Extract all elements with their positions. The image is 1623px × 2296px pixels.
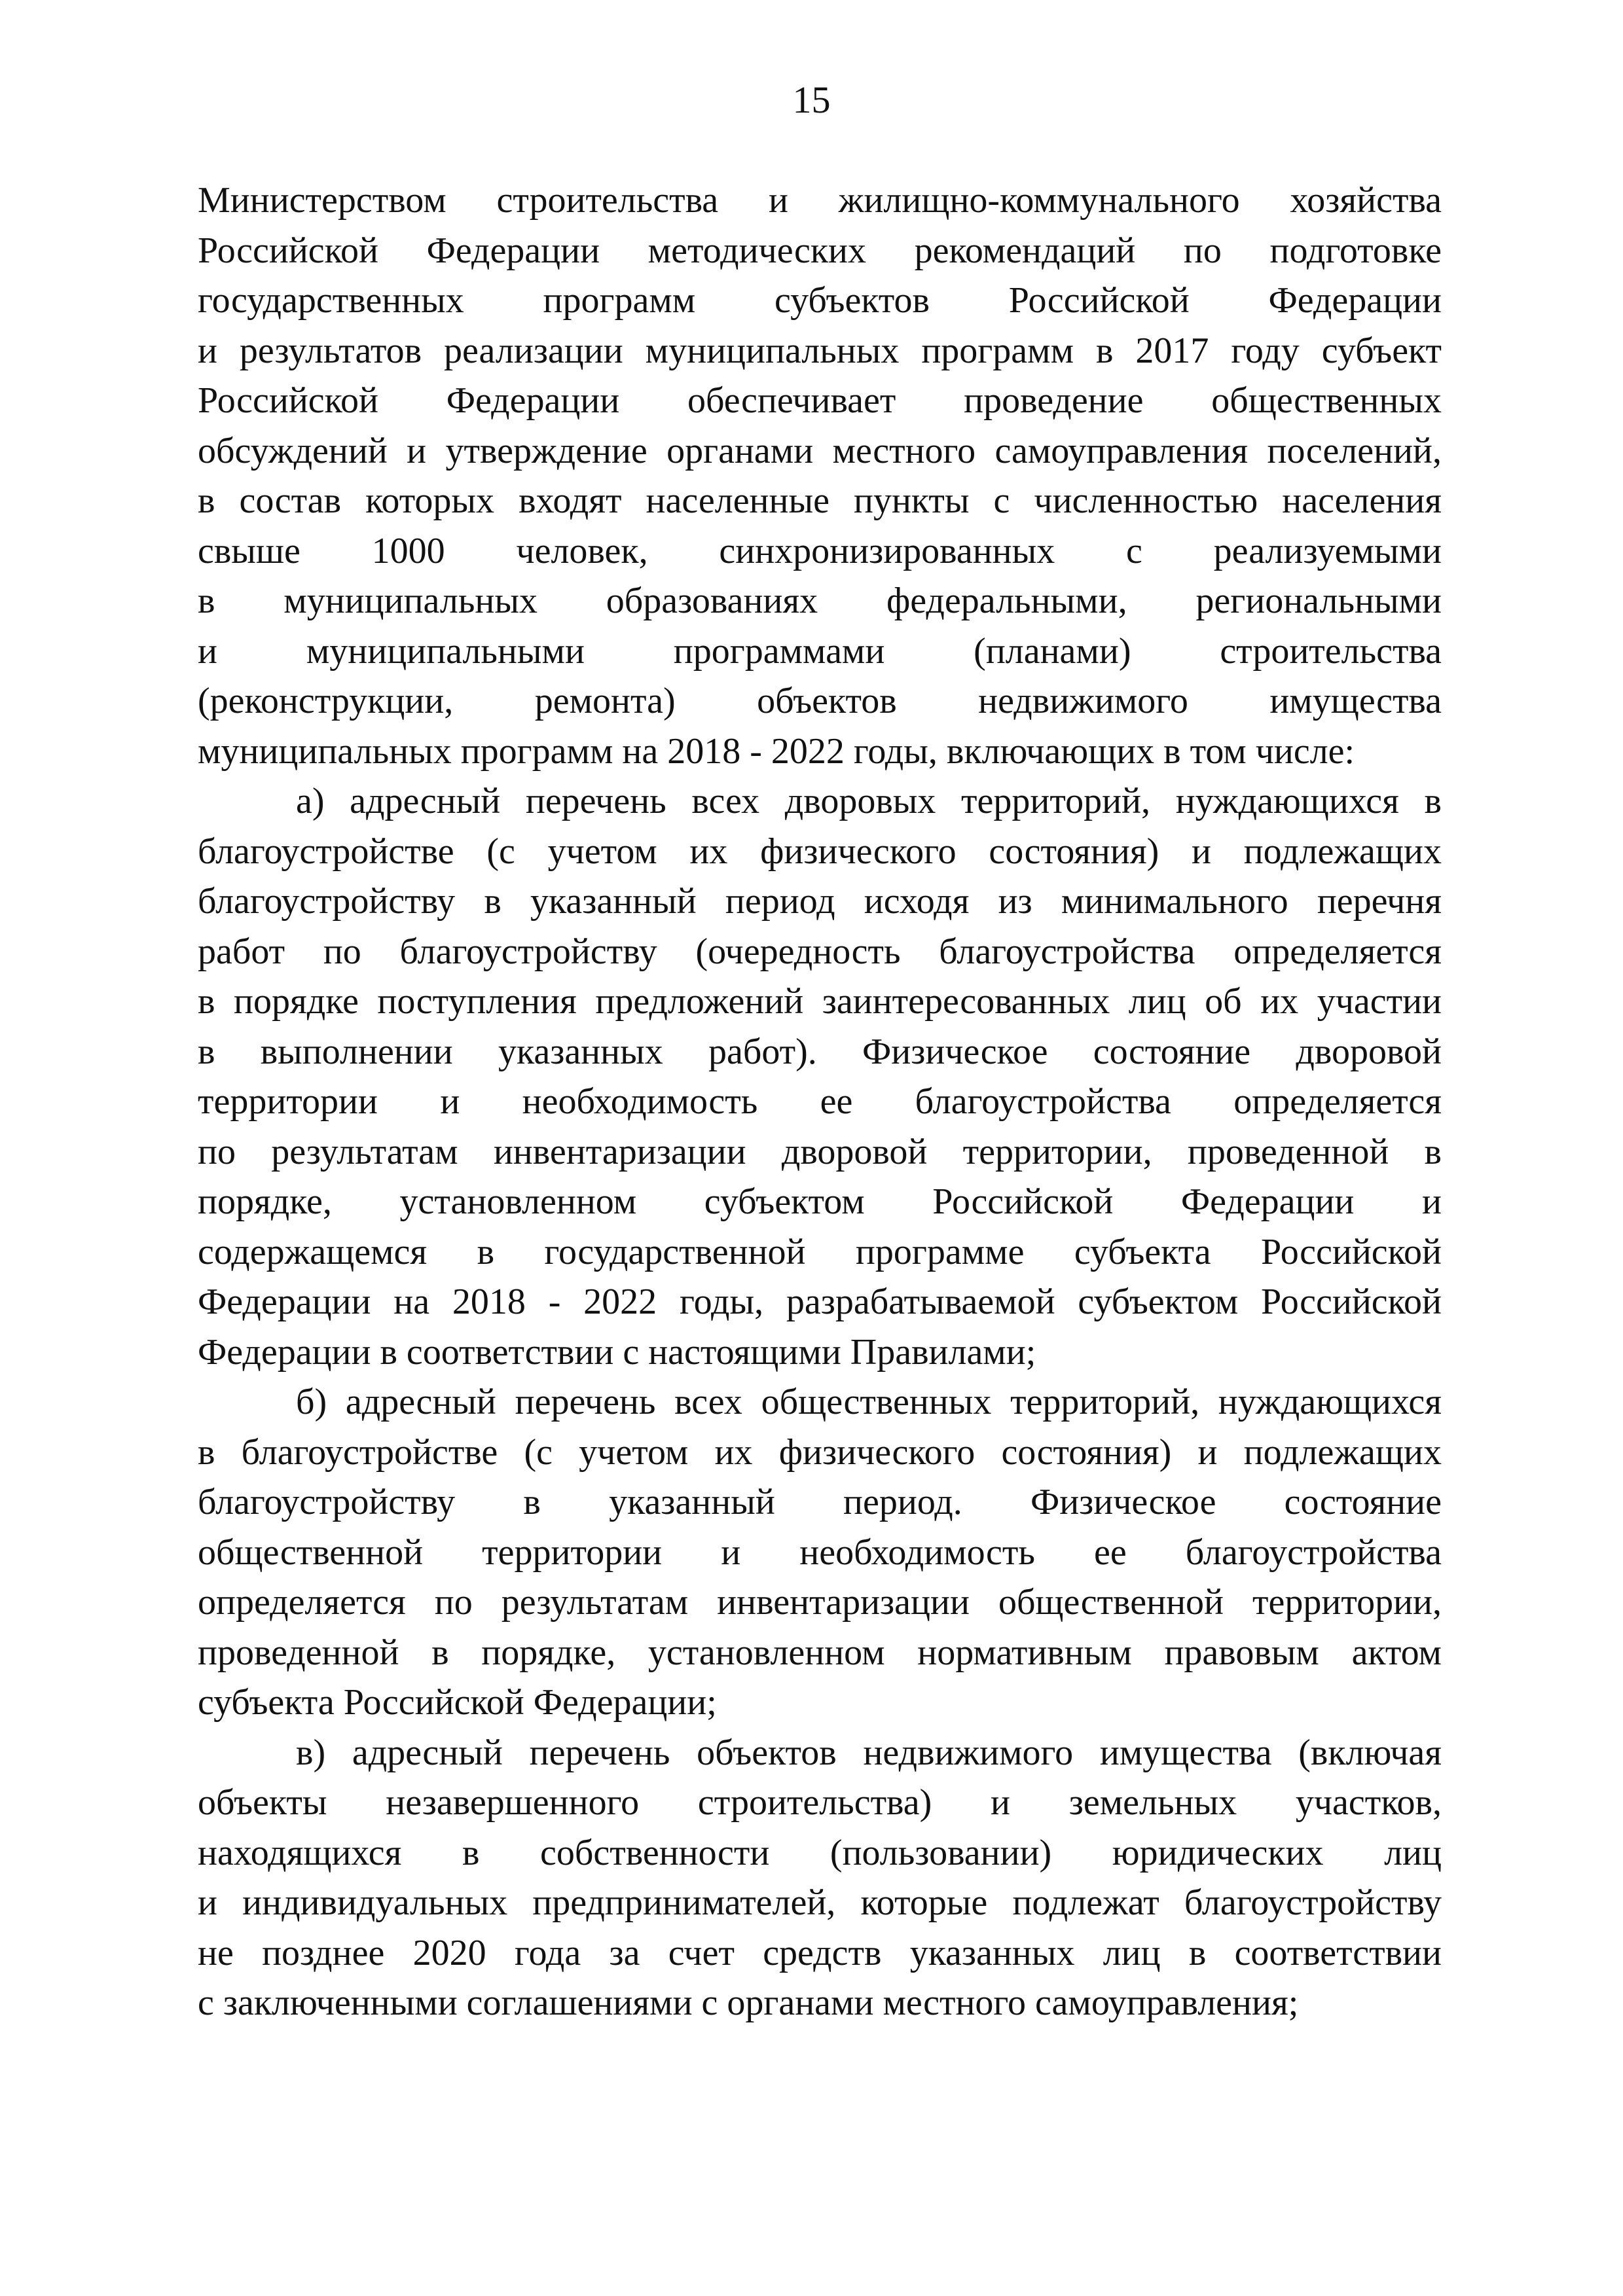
text-line: Министерством строительства и жилищно-коммунального хозяйства xyxy=(198,180,1442,221)
text-line: в муниципальных образованиях федеральными, региональными xyxy=(198,581,1442,621)
text-line: в) адресный перечень объектов недвижимого имущества (включая xyxy=(296,1732,1442,1773)
text-line: свыше 1000 человек, синхронизированных с реализуемыми xyxy=(198,530,1442,571)
text-line: не позднее 2020 года за счет средств указанных лиц в соответствии xyxy=(198,1932,1442,1973)
text-line: проведенной в порядке, установленном нормативным правовым актом xyxy=(198,1632,1442,1673)
document-body xyxy=(198,175,1442,2028)
text-line: (реконструкции, ремонта) объектов недвижимого имущества xyxy=(198,681,1442,721)
text-line: благоустройству в указанный период. Физическое состояние xyxy=(198,1482,1442,1522)
text-line: определяется по результатам инвентаризации общественной территории, xyxy=(198,1582,1442,1623)
text-line: Федерации в соответствии с настоящими Правилами; xyxy=(198,1331,1036,1372)
item-a-paragraph xyxy=(198,776,1442,1377)
text-line: территории и необходимость ее благоустройства определяется xyxy=(198,1081,1442,1122)
text-line: и индивидуальных предпринимателей, которые подлежат благоустройству xyxy=(198,1882,1442,1923)
text-line: благоустройству в указанный период исходя из минимального перечня xyxy=(198,881,1442,922)
page-number: 15 xyxy=(792,79,831,121)
text-line: с заключенными соглашениями с органами местного самоуправления; xyxy=(198,1982,1299,2023)
text-line: и муниципальными программами (планами) строительства xyxy=(198,630,1442,672)
text-line: содержащемся в государственной программе субъекта Российской xyxy=(198,1231,1442,1272)
text-line: порядке, установленном субъектом Российской Федерации и xyxy=(198,1181,1442,1222)
text-line: Российской Федерации обеспечивает проведение общественных xyxy=(198,380,1442,421)
text-line: по результатам инвентаризации дворовой территории, проведенной в xyxy=(198,1131,1442,1172)
text-line: Российской Федерации методических рекомендаций по подготовке xyxy=(198,230,1442,271)
text-line: общественной территории и необходимость ее благоустройства xyxy=(198,1532,1442,1573)
text-line: Федерации на 2018 - 2022 годы, разрабатываемой субъектом Российской xyxy=(198,1282,1442,1322)
text-line: в порядке поступления предложений заинтересованных лиц об их участии xyxy=(198,981,1442,1022)
intro-paragraph xyxy=(198,175,1442,776)
text-line: муниципальных программ на 2018 - 2022 годы, включающих в том числе: xyxy=(198,730,1355,772)
item-c-paragraph xyxy=(198,1728,1442,2028)
text-line: и результатов реализации муниципальных программ в 2017 году субъект xyxy=(198,330,1442,371)
text-line: в состав которых входят населенные пункты с численностью населения xyxy=(198,480,1442,521)
text-line: работ по благоустройству (очередность благоустройства определяется xyxy=(198,931,1442,972)
text-line: государственных программ субъектов Российской Федерации xyxy=(198,280,1442,321)
item-b-paragraph xyxy=(198,1377,1442,1728)
text-line: благоустройстве (с учетом их физического состояния) и подлежащих xyxy=(198,831,1442,872)
text-line: обсуждений и утверждение органами местного самоуправления поселений, xyxy=(198,430,1442,471)
text-line: в выполнении указанных работ). Физическое состояние дворовой xyxy=(198,1031,1442,1072)
text-line: находящихся в собственности (пользовании) юридических лиц xyxy=(198,1832,1442,1873)
text-line: в благоустройстве (с учетом их физического состояния) и подлежащих xyxy=(198,1431,1442,1473)
text-line: субъекта Российской Федерации; xyxy=(198,1682,717,1723)
text-line: а) адресный перечень всех дворовых территорий, нуждающихся в xyxy=(296,781,1442,821)
text-line: б) адресный перечень всех общественных территорий, нуждающихся xyxy=(296,1382,1442,1422)
text-line: объекты незавершенного строительства) и земельных участков, xyxy=(198,1782,1442,1823)
